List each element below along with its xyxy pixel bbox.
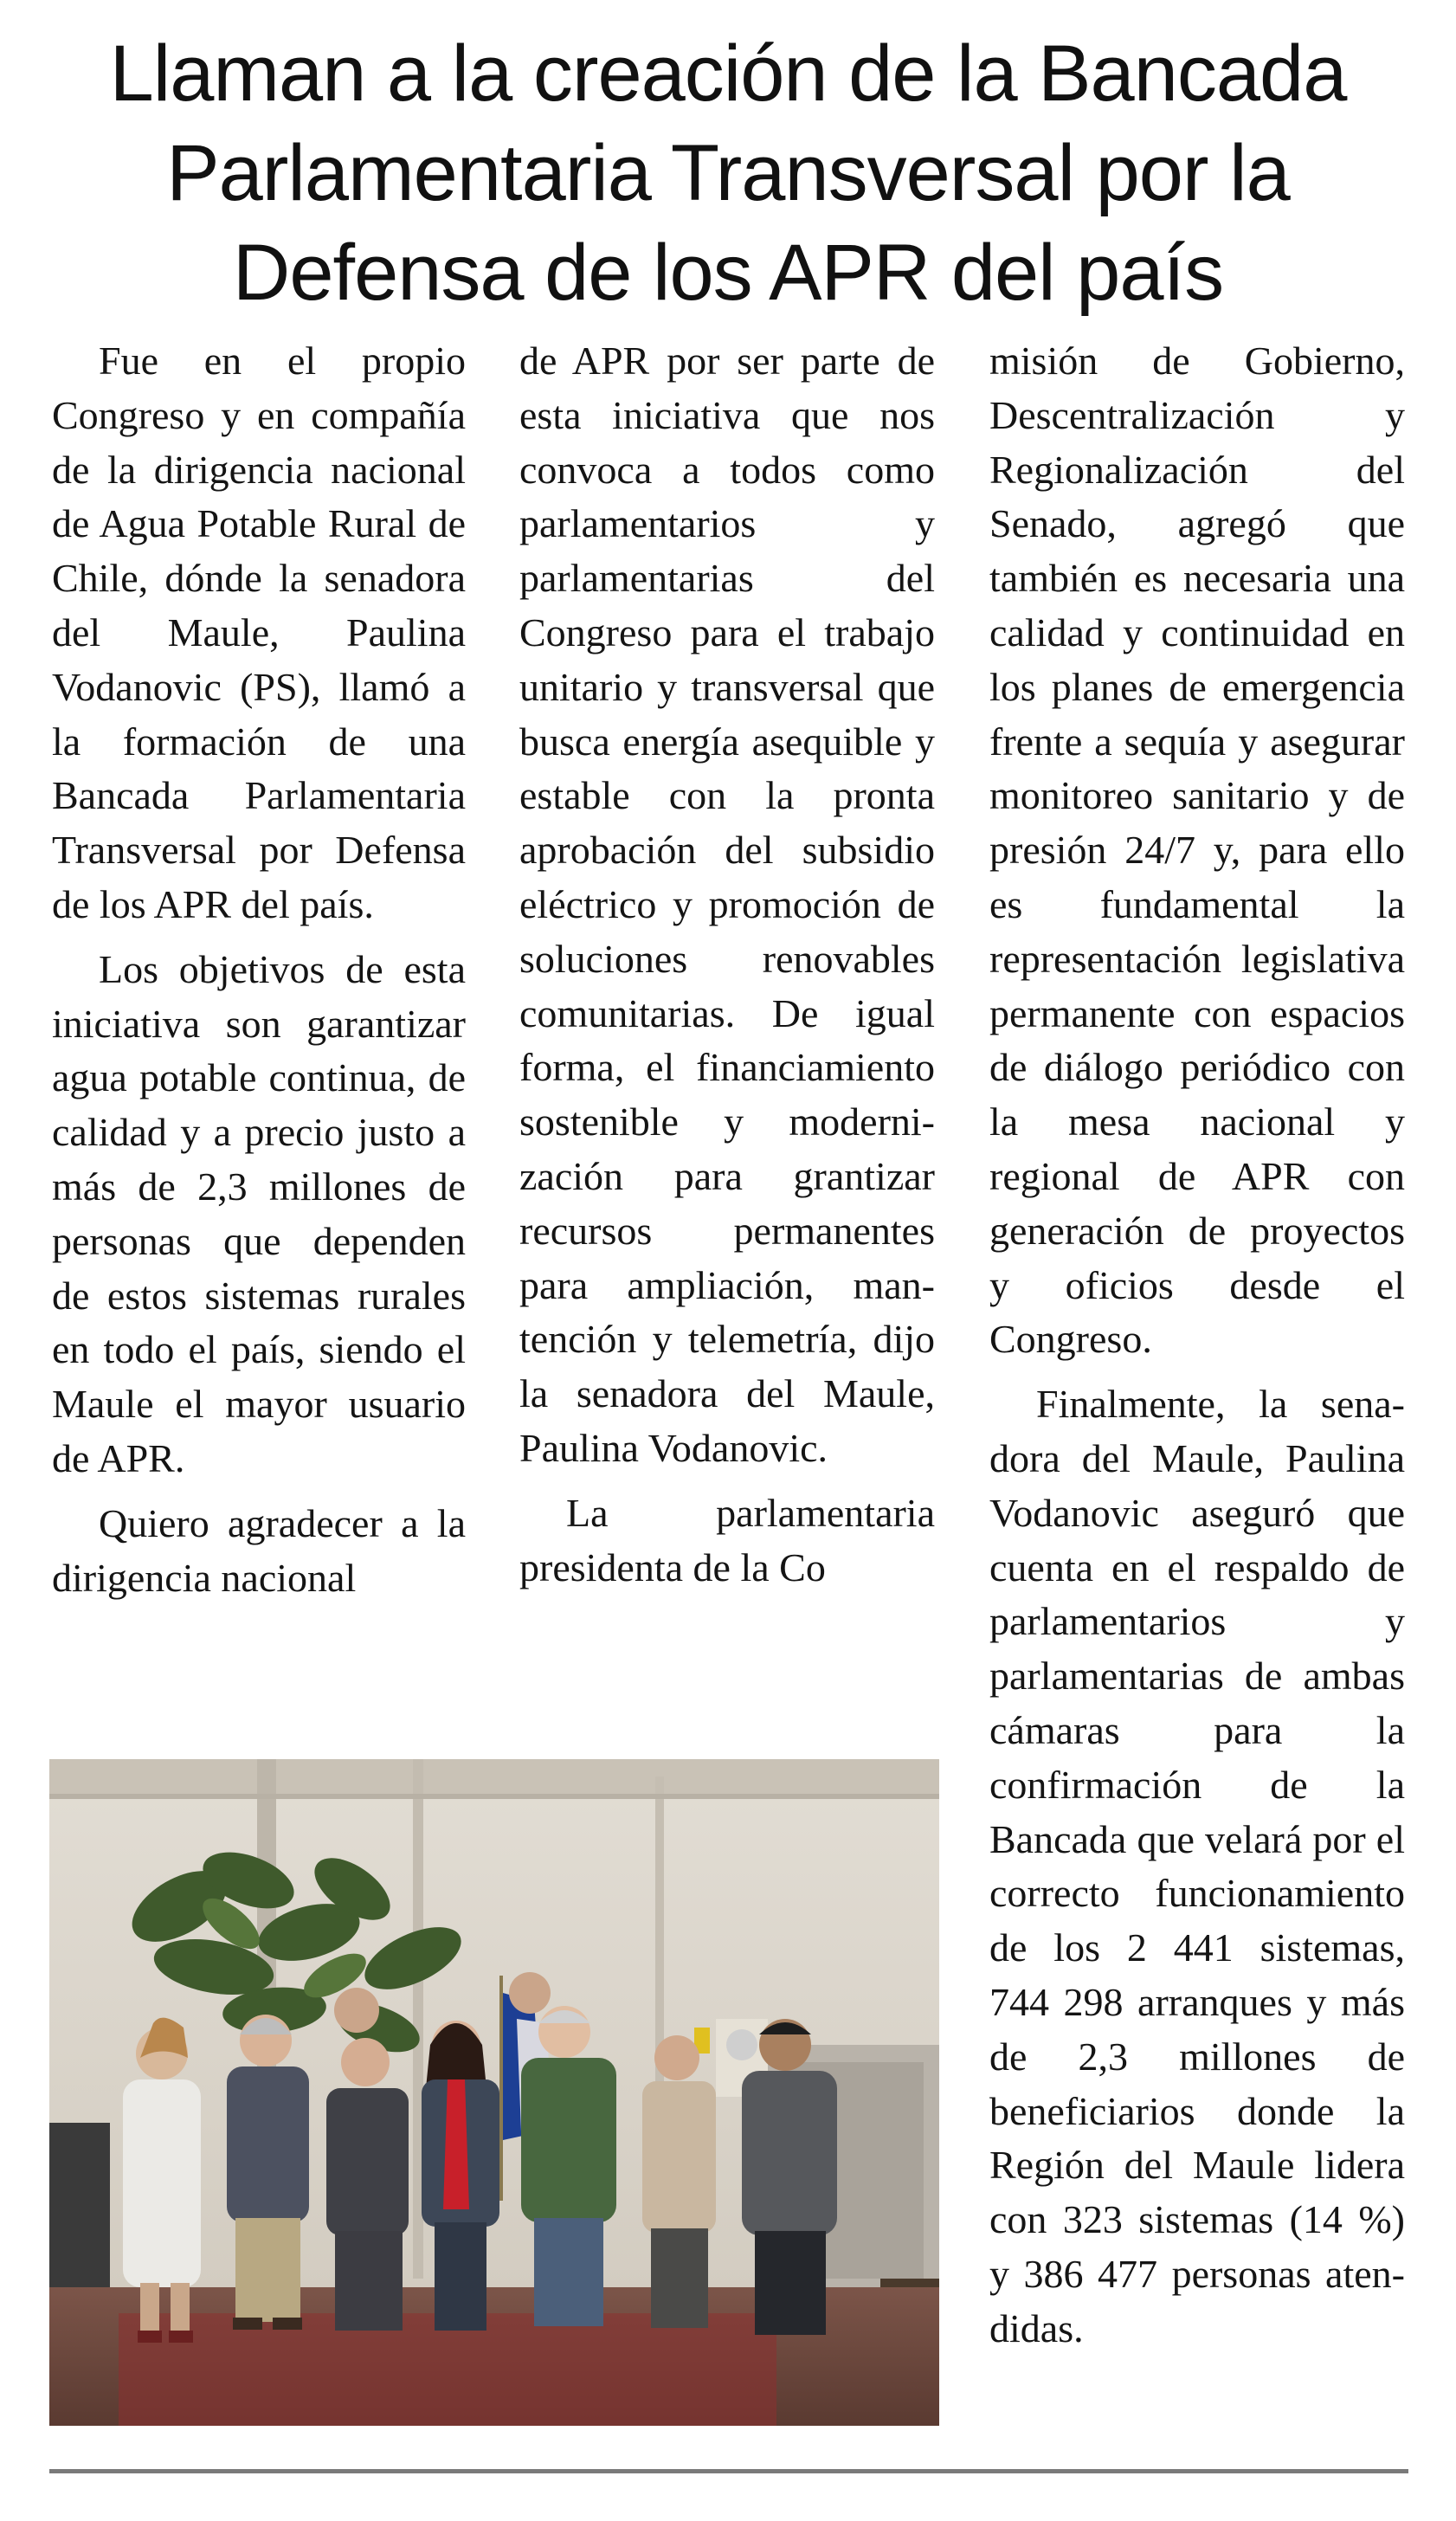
group-photo bbox=[49, 1759, 939, 2426]
article-column-2 bbox=[519, 334, 935, 1595]
article-paragraph: Finalmente, la senadora del Maule, Paulina Vodanovic aseguró que cuenta en el respaldo de parlamentarios y parlamentarias de ambas cámaras para la confirmación de la Bancada que velará por el correcto funcionamiento de los 2 441 sistemas, 744 298 arranques y más de 2,3 millones de beneficiarios donde la Región del Maule lidera con 323 sistemas (14 %) y 386 477 personas atendidas. bbox=[989, 1382, 1405, 2350]
article-paragraph: La parlamentaria presidenta de la Co bbox=[519, 1490, 935, 1589]
article-column-3 bbox=[989, 334, 1405, 2356]
headline: Llaman a la creación de la Bancada Parlamentaria Transversal por la Defensa de los APR del país bbox=[109, 29, 1347, 317]
bottom-rule bbox=[49, 2469, 1408, 2473]
article-paragraph: Los objetivos de esta iniciativa son garantizar agua potable continua, de calidad y a precio justo a más de 2,3 millones de personas que dependen de estos sistemas rurales en todo el país, siendo el Maule el mayor usuario de APR. bbox=[52, 946, 466, 1480]
article-column-1 bbox=[52, 334, 466, 1605]
article-paragraph: Quiero agradecer a la dirigencia nacional bbox=[52, 1500, 466, 1600]
article-paragraph: de APR por ser parte de esta iniciativa que nos convoca a todos como parlamentarios y parlamentarias del Congreso para el trabajo unitario y transversal que busca energía asequible y estable con la pronta aprobación del subsidio eléctrico y promoción de soluciones renovables comunitarias. De igual forma, el financiamiento sostenible y modernización para grantizar recursos permanentes para ampliación, mantención y telemetría, dijo la senadora del Maule, Paulina Vodanovic. bbox=[519, 338, 935, 1470]
article-paragraph: Fue en el propio Congreso y en compañía de la dirigencia nacional de Agua Potable Rural de Chile, dónde la senadora del Maule, Paulina Vodanovic (PS), llamó a la formación de una Bancada Parlamentaria Transversal por Defensa de los APR del país. bbox=[52, 338, 466, 926]
article-paragraph: misión de Gobierno, Descentralización y Regionalización del Senado, agregó que también es necesaria una calidad y continuidad en los planes de emergencia frente a sequía y asegurar monitoreo sanitario y de presión 24/7 y, para ello es fundamental la representación legislativa permanente con espacios de diálogo periódico con la mesa nacional y regional de APR con generación de proyectos y oficios desde el Congreso. bbox=[989, 338, 1405, 1362]
